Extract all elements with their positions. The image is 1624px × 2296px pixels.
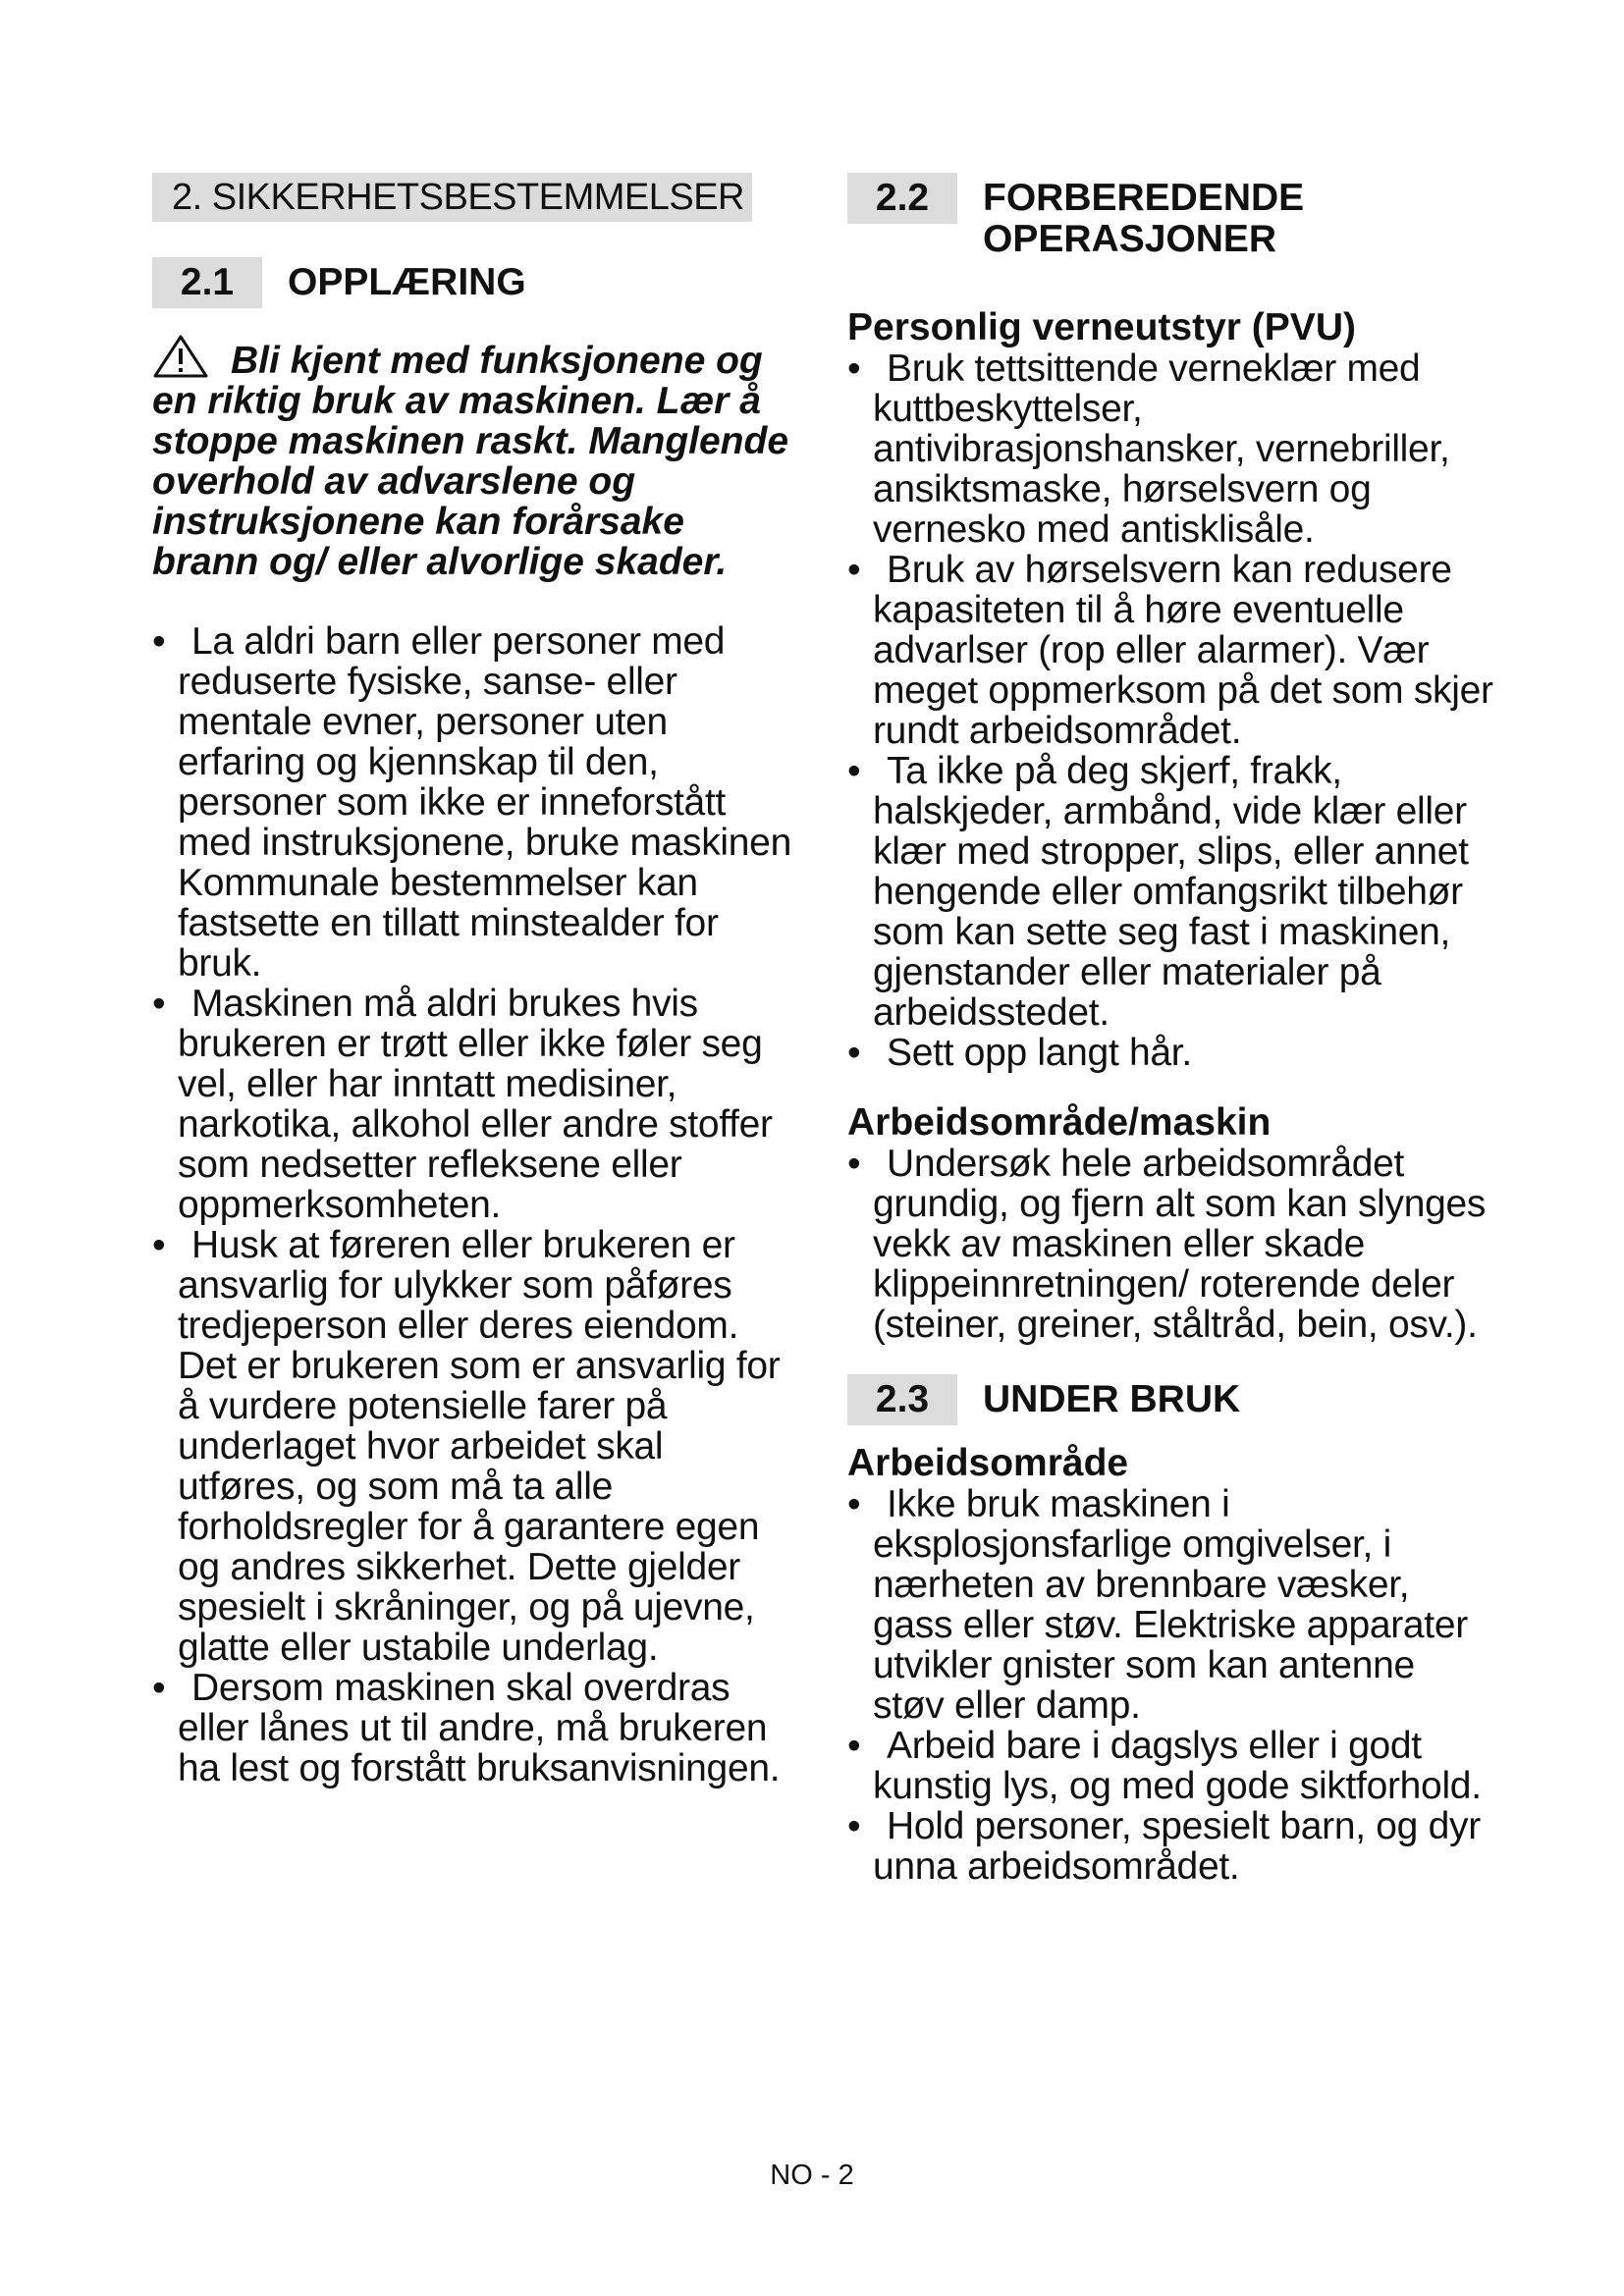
chapter-heading: 2. SIKKERHETSBESTEMMELSER [152,173,752,222]
section-number: 2.2 [847,173,957,224]
work-area-machine-heading: Arbeidsområde/maskin [847,1101,1272,1144]
pvu-heading: Personlig verneutstyr (PVU) [847,306,1356,348]
section-2-3-heading [847,1374,1495,1425]
s21-bullet-list [152,621,800,1789]
section-2-1-heading [152,257,800,308]
pvu-bullet-list [847,348,1495,1073]
list-item: • Husk at føreren eller brukeren er ansvarlig for ulykker som påføres tredjeperson eller deres eiendom. Det er brukeren som er ansvarlig for å vurdere potensielle farer på underlaget hvor arbeidet skal utføres, og som må ta alle forholdsregler for å garantere egen og andres sikkerhet. Dette gjelder spesielt i skråninger, og på ujevne, glatte eller ustabile underlag. [152,1225,800,1668]
list-item: • Maskinen må aldri brukes hvis brukeren er trøtt eller ikke føler seg vel, eller har inntatt medisiner, narkotika, alkohol eller andre stoffer som nedsetter refleksene eller oppmerksomheten. [152,984,800,1225]
s23-bullet-list [847,1484,1495,1887]
section-2-2-heading [847,173,1495,260]
work-area-heading: Arbeidsområde [847,1442,1129,1484]
list-item: • Undersøk hele arbeidsområdet grundig, og fjern alt som kan slynges vekk av maskinen eller skade klippeinnretningen/ roterende deler (steiner, greiner, ståltråd, bein, osv.). [847,1144,1495,1345]
list-item: • Bruk tettsittende verneklær med kuttbeskyttelser, antivibrasjonshansker, vernebriller, ansiktsmaske, hørselsvern og vernesko med antisklisåle. [847,348,1495,550]
list-item: • Bruk av hørselsvern kan redusere kapasiteten til å høre eventuelle advarlser (rop eller alarmer). Vær meget oppmerksom på det som skjer rundt arbeidsområdet. [847,550,1495,751]
section-number: 2.1 [152,257,262,308]
right-column [847,173,1495,1887]
list-item: • Ikke bruk maskinen i eksplosjonsfarlige omgivelser, i nærheten av brennbare væsker, gass eller støv. Elektriske apparater utvikler gnister som kan antenne støv eller damp. [847,1484,1495,1726]
page-number: NO - 2 [770,2160,854,2191]
section-title-line1: FORBEREDENDE [983,177,1305,219]
list-item: • Arbeid bare i dagslys eller i godt kunstig lys, og med gode siktforhold. [847,1726,1495,1806]
list-item: • Sett opp langt hår. [847,1033,1495,1073]
section-title: UNDER BRUK [983,1378,1241,1420]
section-title [957,173,1304,260]
warning-text: Bli kjent med funksjonene og en riktig bruk av maskinen. Lær å stoppe maskinen raskt. Manglende overhold av advarslene og instruksjonene kan forårsake brann og/ eller alvorlige skader. [152,340,789,583]
warning-triangle-icon [152,334,209,379]
list-item: • Hold personer, spesielt barn, og dyr unna arbeidsområdet. [847,1806,1495,1887]
left-column [152,173,800,1789]
warning-block [152,334,800,582]
list-item: • Dersom maskinen skal overdras eller lånes ut til andre, må brukeren ha lest og forstått bruksanvisningen. [152,1668,800,1789]
section-title-line2: OPERASJONER [983,218,1277,260]
section-number: 2.3 [847,1374,957,1425]
list-item: • Ta ikke på deg skjerf, frakk, halskjeder, armbånd, vide klær eller klær med stropper, slips, eller annet hengende eller omfangsrikt tilbehør som kan sette seg fast i maskinen, gjenstander eller materialer på arbeidsstedet. [847,751,1495,1033]
work-area-bullet-list [847,1144,1495,1345]
section-title: OPPLÆRING [288,261,526,303]
list-item: • La aldri barn eller personer med reduserte fysiske, sanse- eller mentale evner, personer uten erfaring og kjennskap til den, personer som ikke er inneforstått med instruksjonene, bruke maskinen Kommunale bestemmelser kan fastsette en tillatt minstealder for bruk. [152,621,800,984]
